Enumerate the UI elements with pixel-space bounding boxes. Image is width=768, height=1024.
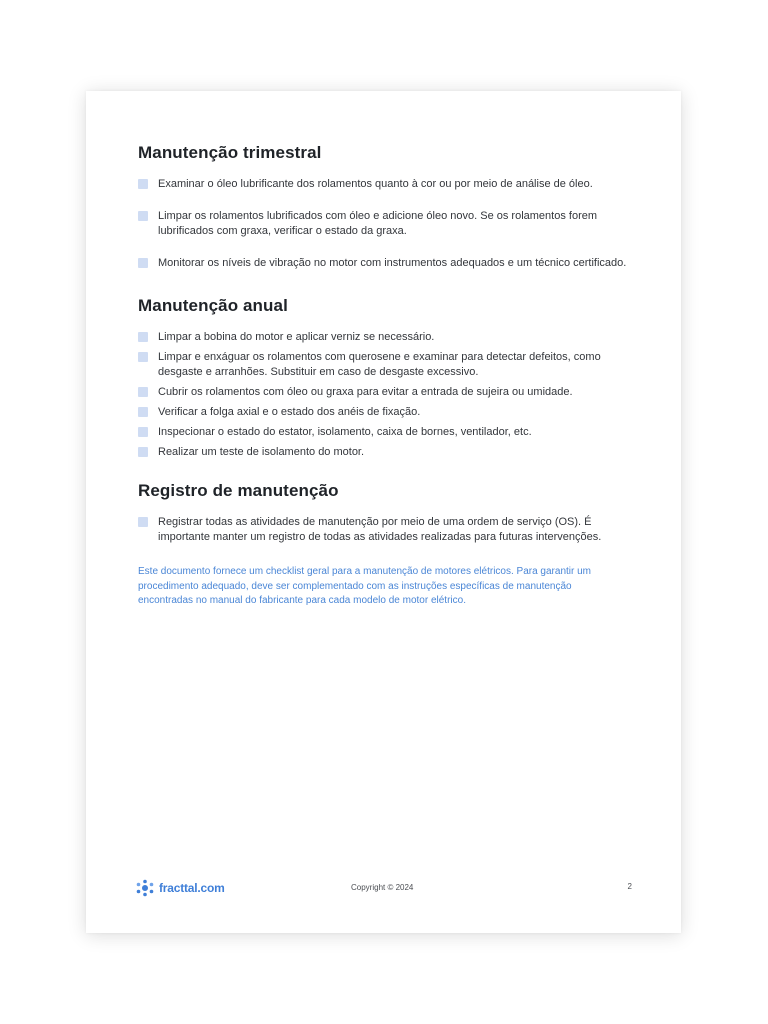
checkbox-square-icon (138, 258, 148, 268)
checklist-item (138, 445, 628, 460)
checklist (138, 330, 628, 460)
checklist-item (138, 177, 628, 192)
checklist-item (138, 330, 628, 345)
item-text: Limpar a bobina do motor e aplicar verniz se necessário. (158, 331, 435, 343)
item-text: Limpar e enxáguar os rolamentos com querosene e examinar para detectar defeitos, como desgaste e arranhões. Substituir em caso de desgaste excessivo. (158, 351, 601, 378)
checkbox-square-icon (138, 427, 148, 437)
page-footer (135, 878, 632, 898)
item-text: Registrar todas as atividades de manutenção por meio de uma ordem de serviço (OS). É importante manter um registro de todas as atividades realizadas para futuras intervenções. (158, 516, 602, 543)
checklist (138, 515, 628, 545)
checklist-item (138, 515, 628, 545)
checkbox-square-icon (138, 407, 148, 417)
checklist-item (138, 405, 628, 420)
copyright-text: Copyright © 2024 (351, 883, 414, 892)
checklist-item (138, 385, 628, 400)
section-records (138, 481, 628, 545)
checkbox-square-icon (138, 447, 148, 457)
checkbox-square-icon (138, 387, 148, 397)
checklist-item (138, 256, 628, 271)
page-number: 2 (627, 882, 632, 891)
checklist-item (138, 209, 628, 239)
item-text: Monitorar os níveis de vibração no motor com instrumentos adequados e um técnico certificado. (158, 257, 627, 269)
item-text: Cubrir os rolamentos com óleo ou graxa para evitar a entrada de sujeira ou umidade. (158, 386, 573, 398)
section-annual (138, 296, 628, 460)
section-title: Registro de manutenção (138, 481, 339, 500)
section-title: Manutenção trimestral (138, 143, 322, 162)
section-quarterly (138, 143, 628, 271)
checklist (138, 177, 628, 271)
item-text: Examinar o óleo lubrificante dos rolamentos quanto à cor ou por meio de análise de óleo. (158, 178, 593, 190)
checkbox-square-icon (138, 211, 148, 221)
item-text: Verificar a folga axial e o estado dos anéis de fixação. (158, 406, 421, 418)
checklist-item (138, 425, 628, 440)
section-title: Manutenção anual (138, 296, 288, 315)
checklist-item (138, 350, 628, 380)
document-page (86, 91, 681, 933)
item-text: Limpar os rolamentos lubrificados com óleo e adicione óleo novo. Se os rolamentos forem lubrificados com graxa, verificar o estado da graxa. (158, 210, 598, 237)
checkbox-square-icon (138, 332, 148, 342)
fracttal-logo-icon (135, 879, 155, 897)
checkbox-square-icon (138, 517, 148, 527)
item-text: Realizar um teste de isolamento do motor. (158, 446, 365, 458)
page-content (138, 143, 628, 619)
checkbox-square-icon (138, 179, 148, 189)
checkbox-square-icon (138, 352, 148, 362)
item-text: Inspecionar o estado do estator, isolamento, caixa de bornes, ventilador, etc. (158, 426, 532, 438)
logo-text: fracttal.com (159, 881, 225, 895)
brand-logo (135, 879, 225, 897)
disclaimer-note: Este documento fornece um checklist geral para a manutenção de motores elétricos. Para garantir um procedimento adequado, deve ser complementado com as instruções específicas de manutenção encontradas no manual do fabricante para cada modelo de motor elétrico. (138, 566, 592, 606)
